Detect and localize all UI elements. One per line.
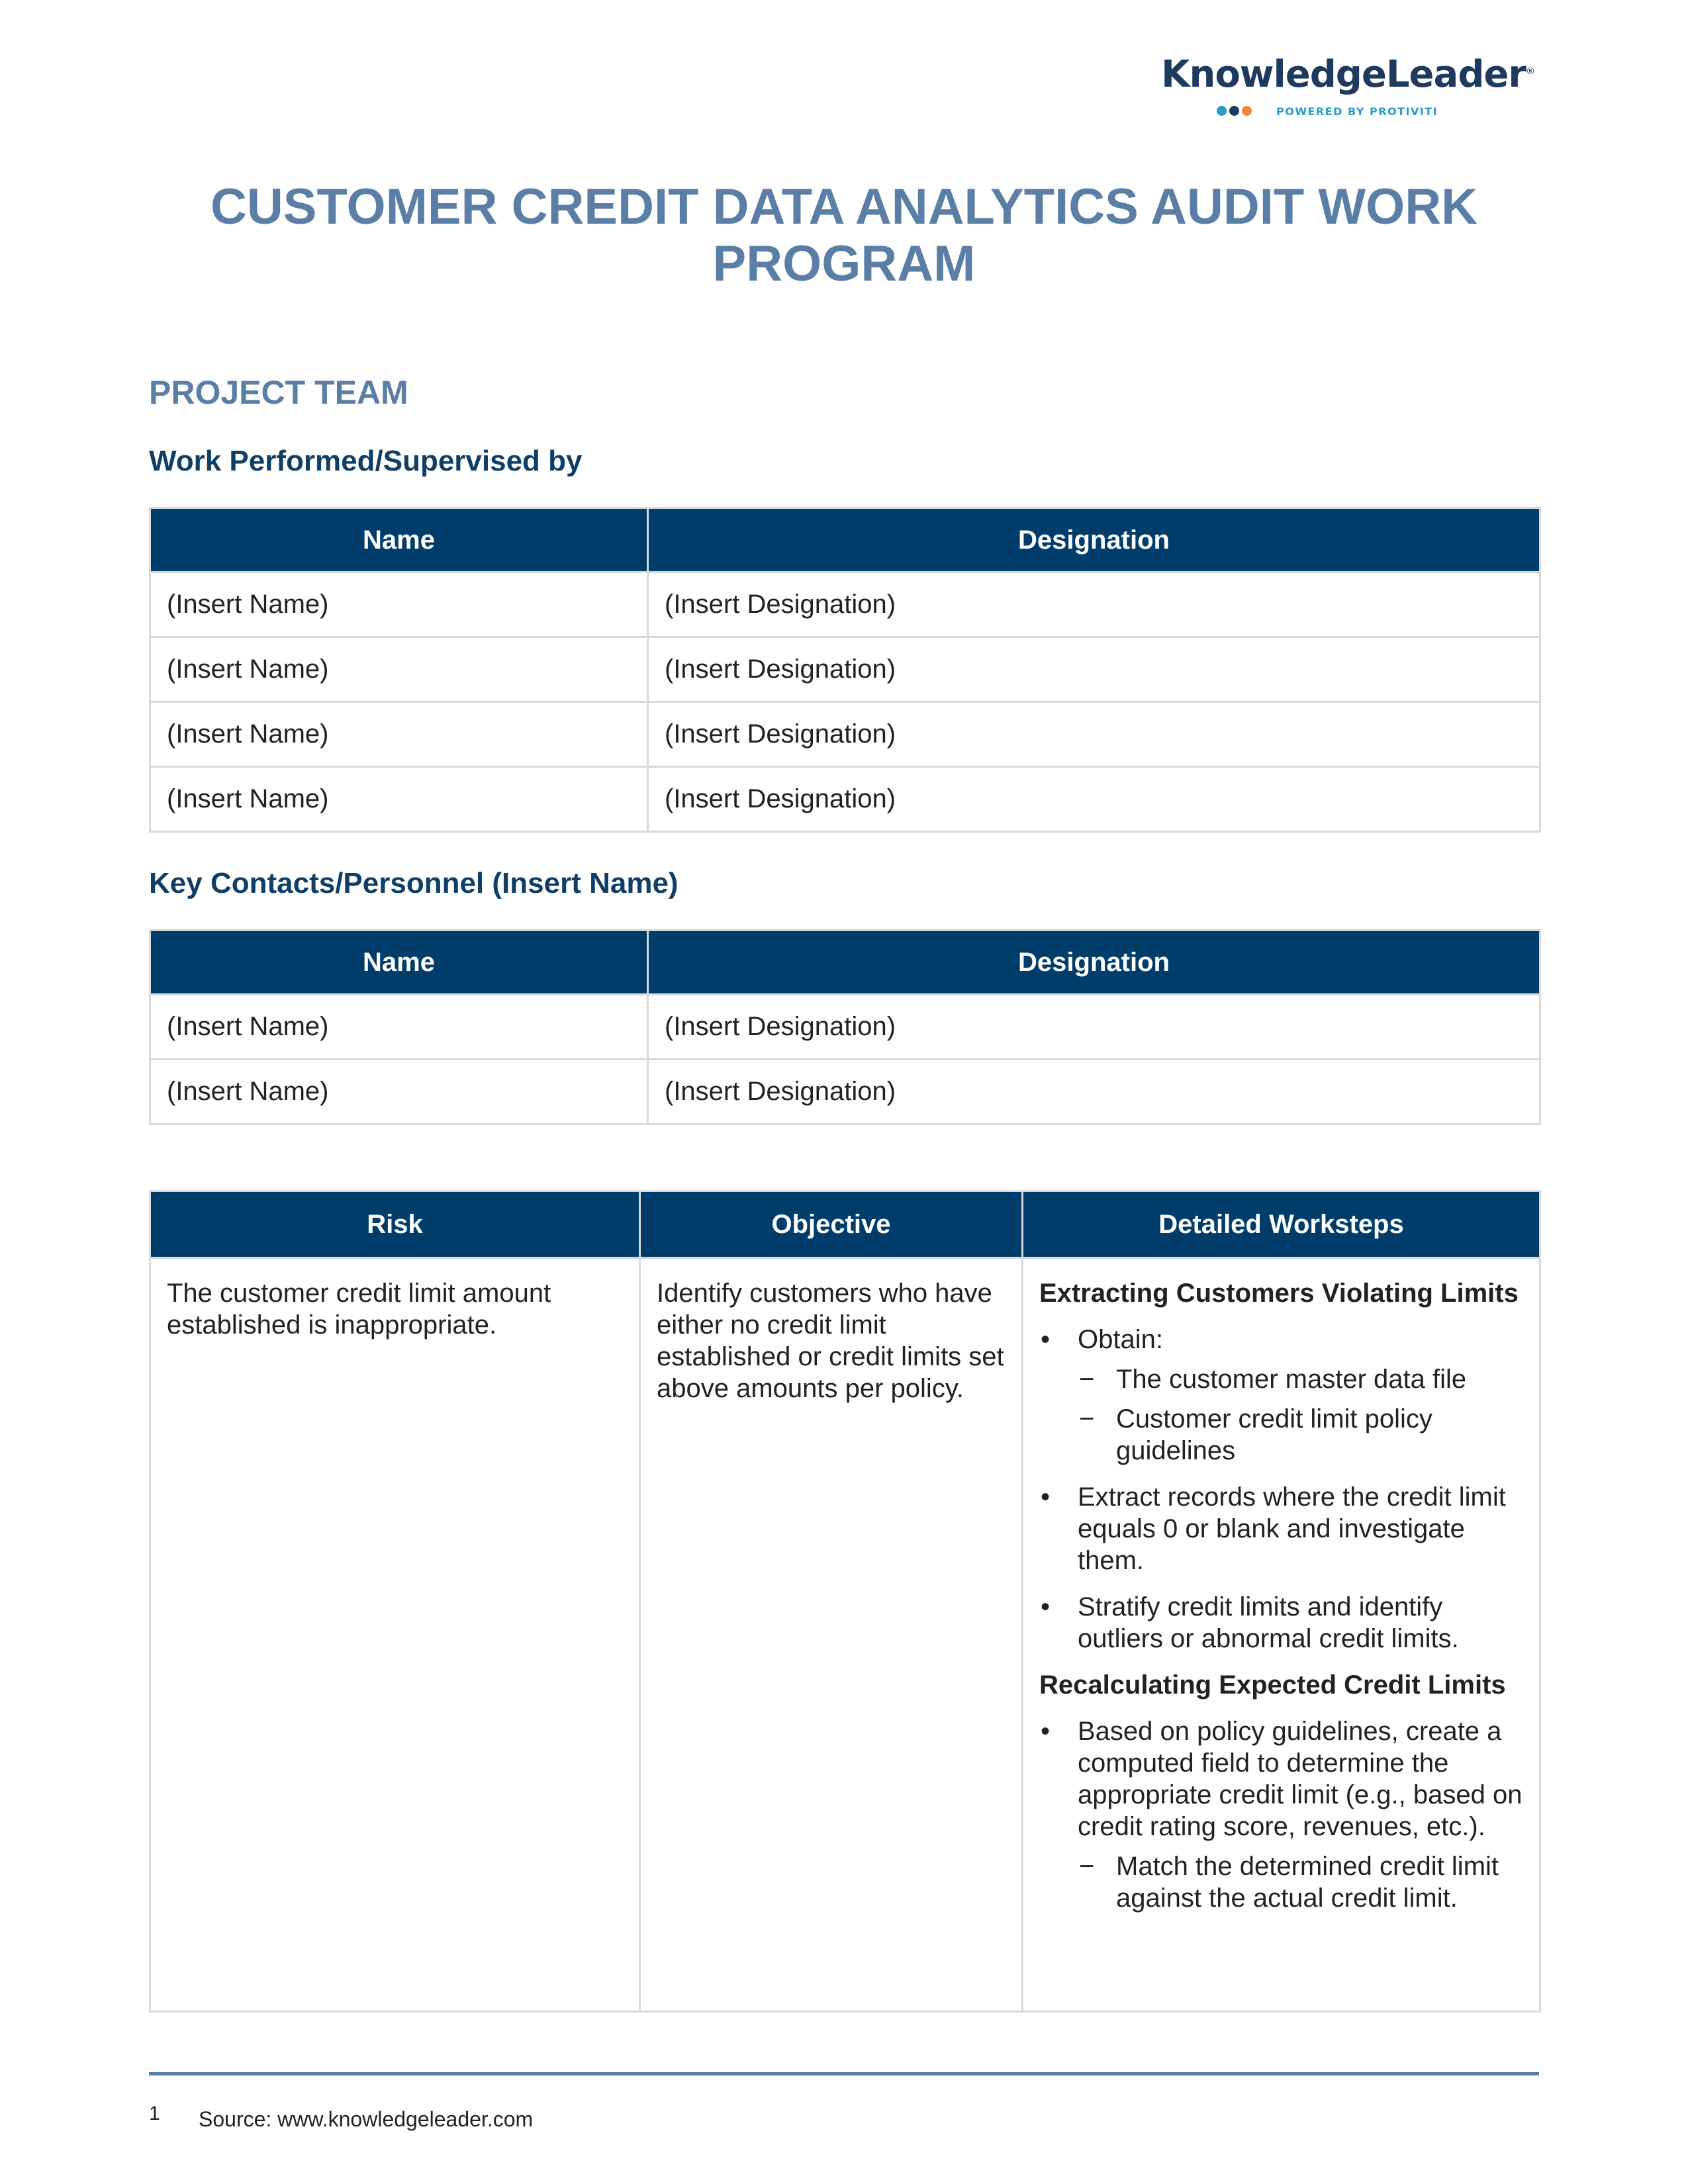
- header-designation: Designation: [648, 931, 1540, 995]
- cell-name: (Insert Name): [150, 995, 648, 1060]
- logo-wordmark: KnowledgeLeader: [1161, 53, 1526, 96]
- header-risk: Risk: [150, 1191, 640, 1258]
- obtain-text: Obtain:: [1078, 1325, 1163, 1354]
- table-header-row: [150, 1191, 1540, 1258]
- knowledgeleader-logo: [1161, 53, 1541, 126]
- audit-program-table: [149, 1190, 1541, 2013]
- worksteps-section-title: Extracting Customers Violating Limits: [1039, 1279, 1519, 1308]
- key-contacts-heading: Key Contacts/Personnel (Insert Name): [149, 867, 679, 899]
- cell-name: (Insert Name): [150, 767, 648, 832]
- table-row: [150, 995, 1540, 1060]
- cell-name: (Insert Name): [150, 1060, 648, 1124]
- cell-designation: (Insert Designation): [648, 702, 1540, 767]
- based-on-text: Based on policy guidelines, create a computed field to determine the appropriate credit limit (e.g., based on credit rating score, revenues, etc.).: [1078, 1717, 1523, 1841]
- table-row: [150, 637, 1540, 702]
- logo-dots: [1217, 106, 1252, 116]
- logo-registered-mark: ®: [1526, 66, 1534, 77]
- page-number: 1: [149, 2103, 160, 2124]
- cell-name: (Insert Name): [150, 702, 648, 767]
- project-team-heading: PROJECT TEAM: [149, 374, 408, 411]
- list-item: • Extract records where the credit limit equals 0 or blank and investigate them.: [1039, 1481, 1526, 1576]
- table-row: [150, 1060, 1540, 1124]
- logo-dot-2: [1229, 106, 1239, 116]
- table-row: [150, 767, 1540, 832]
- table-row: [150, 572, 1540, 637]
- logo-dot-3: [1242, 106, 1252, 116]
- table-header-row: [150, 931, 1540, 995]
- cell-name: (Insert Name): [150, 572, 648, 637]
- cell-designation: (Insert Designation): [648, 572, 1540, 637]
- footer-source: Source: www.knowledgeleader.com: [199, 2107, 534, 2131]
- logo-dot-1: [1217, 106, 1227, 116]
- table-row: [150, 702, 1540, 767]
- table-header-row: [150, 508, 1540, 572]
- cell-risk: The customer credit limit amount established is inappropriate.: [150, 1258, 640, 2012]
- header-designation: Designation: [648, 508, 1540, 572]
- work-performed-heading: Work Performed/Supervised by: [149, 445, 583, 477]
- work-performed-table: [149, 507, 1541, 833]
- cell-designation: (Insert Designation): [648, 995, 1540, 1060]
- list-item: − The customer master data file: [1078, 1363, 1526, 1395]
- list-item: − Match the determined credit limit against the actual credit limit.: [1078, 1850, 1526, 1914]
- cell-designation: (Insert Designation): [648, 637, 1540, 702]
- list-item: − Customer credit limit policy guidelines: [1078, 1403, 1526, 1467]
- list-item: [1039, 1715, 1526, 1914]
- list-item: [1039, 1324, 1526, 1467]
- cell-designation: (Insert Designation): [648, 1060, 1540, 1124]
- footer-divider: [149, 2072, 1539, 2075]
- list-item: • Stratify credit limits and identify outliers or abnormal credit limits.: [1039, 1591, 1526, 1655]
- header-name: Name: [150, 508, 648, 572]
- match-sublist: [1078, 1850, 1526, 1914]
- worksteps-list: [1039, 1324, 1526, 1655]
- worksteps-list: [1039, 1715, 1526, 1914]
- document-title: CUSTOMER CREDIT DATA ANALYTICS AUDIT WORK PROGRAM: [210, 179, 1478, 292]
- cell-worksteps: [1023, 1258, 1540, 2012]
- obtain-sublist: [1078, 1363, 1526, 1467]
- cell-objective: Identify customers who have either no credit limit established or credit limits set above amounts per policy.: [640, 1258, 1023, 2012]
- table-row: [150, 1258, 1540, 2012]
- cell-designation: (Insert Designation): [648, 767, 1540, 832]
- worksteps-section-title: Recalculating Expected Credit Limits: [1039, 1670, 1506, 1700]
- header-objective: Objective: [640, 1191, 1023, 1258]
- logo-tagline: POWERED BY PROTIVITI: [1276, 105, 1438, 118]
- cell-name: (Insert Name): [150, 637, 648, 702]
- header-name: Name: [150, 931, 648, 995]
- header-detailed-worksteps: Detailed Worksteps: [1023, 1191, 1540, 1258]
- key-contacts-table: [149, 929, 1541, 1125]
